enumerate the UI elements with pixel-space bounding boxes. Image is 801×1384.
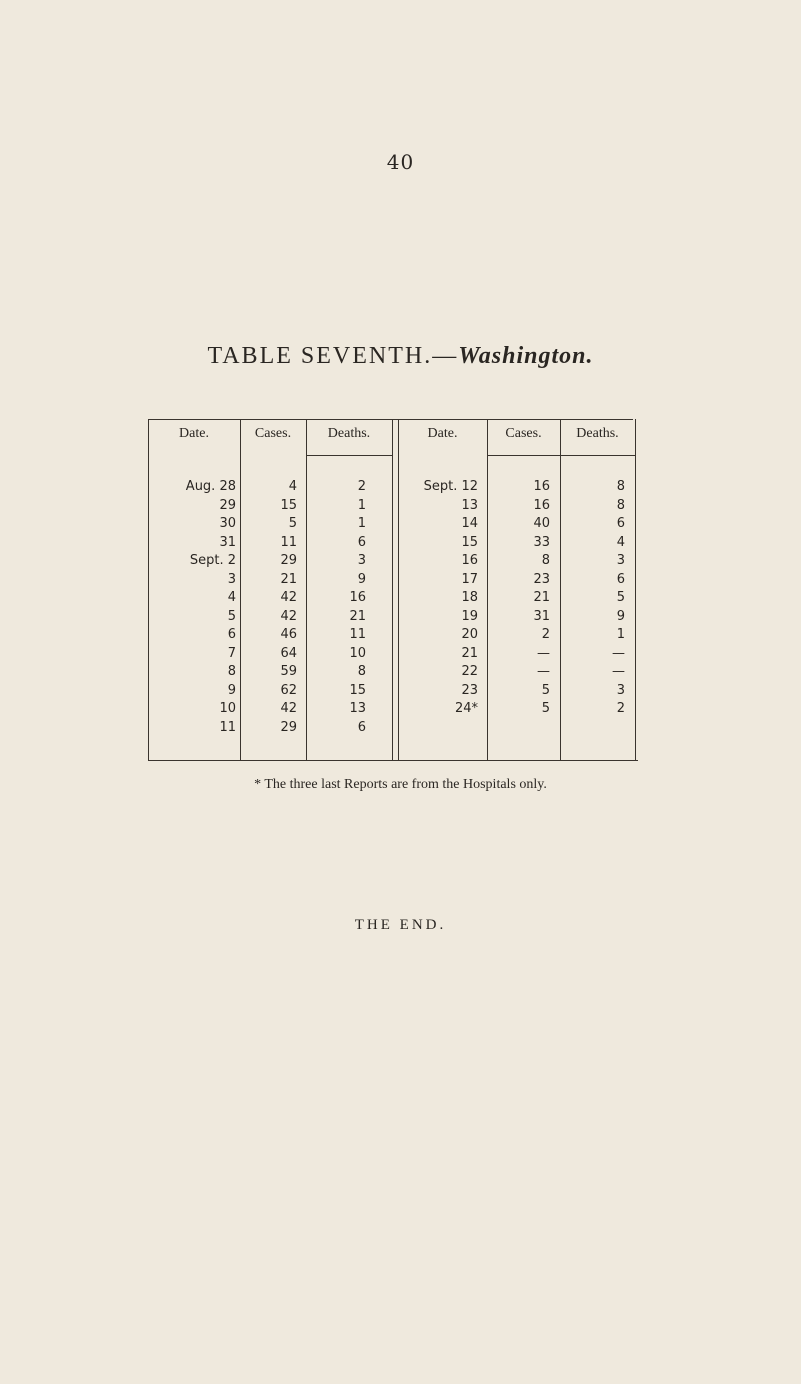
deaths-cell: 15 [349, 682, 366, 698]
table-row [148, 571, 638, 589]
table-row [148, 497, 638, 515]
deaths-cell: 2 [616, 701, 625, 716]
date-cell: 16 [461, 553, 478, 568]
header-date-2: Date. [427, 426, 458, 441]
table-bottom-rule [148, 760, 638, 761]
deaths-cell: 9 [357, 571, 366, 587]
cases-cell: 42 [280, 608, 297, 624]
date-cell: Sept. 12 [423, 479, 478, 494]
date-cell: 9 [227, 682, 236, 698]
page-number: 40 [386, 150, 415, 174]
cases-cell: — [537, 645, 550, 661]
cases-cell: 5 [288, 516, 297, 531]
header-deaths-1: Deaths. [327, 426, 371, 441]
date-cell: 23 [461, 682, 478, 698]
cases-cell: 16 [533, 479, 550, 494]
table-row [148, 608, 638, 626]
date-cell: 7 [227, 645, 236, 661]
date-cell: 17 [461, 571, 478, 587]
date-cell: 11 [219, 719, 236, 735]
mortality-table [148, 419, 638, 761]
cases-cell: 16 [533, 497, 550, 513]
table-row [148, 515, 638, 533]
header-cases-2: Cases. [505, 426, 542, 441]
date-cell: 19 [461, 608, 478, 624]
cases-cell: 64 [280, 645, 297, 661]
table-title-city: Washington. [458, 343, 594, 369]
cases-cell: 23 [533, 571, 550, 587]
date-cell [400, 719, 478, 737]
table-row [148, 663, 638, 681]
table-row [148, 645, 638, 663]
deaths-cell: 8 [616, 479, 625, 494]
cases-cell: 42 [280, 590, 297, 605]
cases-cell: 11 [280, 534, 297, 550]
end-text: THE END. [354, 917, 447, 933]
deaths-cell: 8 [357, 664, 366, 679]
cases-cell: 40 [533, 516, 550, 531]
cases-cell: — [537, 664, 550, 679]
deaths-cell: 5 [616, 590, 625, 605]
table-title-prefix: TABLE SEVENTH.— [207, 343, 459, 369]
cases-cell [490, 719, 550, 737]
cases-cell: 29 [280, 719, 297, 735]
date-cell: 20 [461, 627, 478, 642]
deaths-cell: 8 [616, 497, 625, 513]
deaths-cell: 2 [357, 479, 366, 494]
deaths-cell: — [612, 645, 625, 661]
date-cell: 22 [461, 664, 478, 679]
cases-cell: 62 [280, 682, 297, 698]
table-row [148, 534, 638, 552]
deaths-cell [563, 719, 625, 737]
deaths-cell: 6 [616, 571, 625, 587]
date-cell: 3 [227, 571, 236, 587]
deaths-cell: — [612, 664, 625, 679]
deaths-cell: 4 [616, 534, 625, 550]
date-cell: 24* [454, 701, 478, 716]
table-row [148, 589, 638, 607]
date-cell: 14 [461, 516, 478, 531]
cases-cell: 5 [541, 701, 550, 716]
header-rule [487, 455, 635, 456]
table-title [0, 343, 801, 370]
deaths-cell: 6 [357, 719, 366, 735]
table-row [148, 719, 638, 737]
table-row [148, 682, 638, 700]
cases-cell: 59 [280, 664, 297, 679]
date-cell: 30 [219, 516, 236, 531]
table-row [148, 626, 638, 644]
date-cell: 5 [227, 608, 236, 624]
cases-cell: 4 [288, 479, 297, 494]
cases-cell: 42 [280, 701, 297, 716]
table-row [148, 478, 638, 496]
deaths-cell: 10 [349, 645, 366, 661]
deaths-cell: 1 [616, 627, 625, 642]
date-cell: 10 [219, 701, 236, 716]
cases-cell: 8 [541, 553, 550, 568]
footnote: * The three last Reports are from the Hospitals only. [254, 777, 547, 792]
cases-cell: 33 [533, 534, 550, 550]
date-cell: 31 [219, 534, 236, 550]
date-cell: Aug. 28 [185, 479, 236, 494]
date-cell: 4 [227, 590, 236, 605]
cases-cell: 21 [533, 590, 550, 605]
deaths-cell: 3 [616, 682, 625, 698]
cases-cell: 29 [280, 553, 297, 568]
deaths-cell: 6 [357, 534, 366, 550]
date-cell: 15 [461, 534, 478, 550]
date-cell: 13 [461, 497, 478, 513]
deaths-cell: 1 [357, 516, 366, 531]
deaths-cell: 21 [349, 608, 366, 624]
cases-cell: 5 [541, 682, 550, 698]
date-cell: 21 [461, 645, 478, 661]
deaths-cell: 1 [357, 497, 366, 513]
cases-cell: 31 [533, 608, 550, 624]
header-date-1: Date. [179, 426, 209, 441]
table-row [148, 552, 638, 570]
deaths-cell: 9 [616, 608, 625, 624]
deaths-cell: 16 [349, 590, 366, 605]
header-deaths-2: Deaths. [576, 426, 619, 441]
header-rule [306, 455, 392, 456]
cases-cell: 2 [541, 627, 550, 642]
deaths-cell: 3 [616, 553, 625, 568]
deaths-cell: 11 [349, 627, 366, 642]
cases-cell: 15 [280, 497, 297, 513]
date-cell: 6 [227, 627, 236, 642]
cases-cell: 21 [280, 571, 297, 587]
deaths-cell: 13 [349, 701, 366, 716]
date-cell: 18 [461, 590, 478, 605]
deaths-cell: 3 [357, 553, 366, 568]
table-row [148, 700, 638, 718]
date-cell: 29 [219, 497, 236, 513]
date-cell: 8 [227, 664, 236, 679]
cases-cell: 46 [280, 627, 297, 642]
date-cell: Sept. 2 [189, 553, 236, 568]
deaths-cell: 6 [616, 516, 625, 531]
header-cases-1: Cases. [254, 426, 292, 441]
